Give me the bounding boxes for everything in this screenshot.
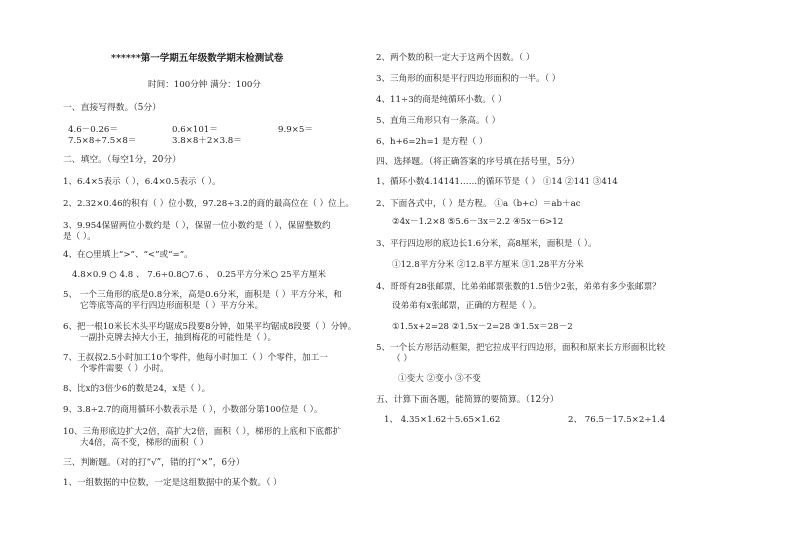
question-text: 5、一个长方形活动框架，把它拉成平行四边形，面积和原来长方形面积比较 bbox=[376, 343, 666, 353]
section2-heading: 二、填空。（每空1分，20分） bbox=[63, 155, 181, 165]
question-text: 它等底等高的平行四边形面积是（ ）平方分米。 bbox=[80, 301, 264, 311]
question-text: （ ） bbox=[392, 354, 412, 364]
question-text: 1、一组数据的中位数，一定是这组数据中的某个数。（ ） bbox=[63, 478, 282, 488]
question-text: 一副扑克牌去掉大小王，抽到梅花的可能性是（ ）。 bbox=[80, 333, 277, 343]
question-text: 大4倍，高不变，梯形的面积（ ） bbox=[80, 438, 209, 448]
question-text: 1、循环小数4.14141……的循环节是（ ） ①14 ②141 ③414 bbox=[376, 177, 618, 187]
question-text: ①1.5x+2=28 ②1.5x－2=28 ③1.5x＝28－2 bbox=[392, 322, 573, 332]
question-text: 2、两个数的积一定大于这两个因数。（ ） bbox=[376, 53, 535, 63]
calc-item: 3.8×8＋2×3.8＝ bbox=[172, 136, 242, 146]
question-text: 4.8×0.9 ○ 4.8 、 7.6÷0.8○7.6 、 0.25平方分米○ 25平方厘米 bbox=[72, 270, 327, 280]
question-text: 3、9.954保留两位小数约是（ ），保留一位小数约是（ ），保留整数约 bbox=[63, 221, 331, 231]
section4-heading: 四、选择题。（将正确答案的序号填在括号里，5分） bbox=[376, 157, 580, 167]
question-text: 1、6.4×5表示（ ），6.4×0.5表示（ ）。 bbox=[63, 177, 221, 187]
question-text: 9、3.8÷2.7的商用循环小数表示是（ ），小数部分第100位是（ ）。 bbox=[63, 405, 323, 415]
calc-item: 4.6－0.26＝ bbox=[68, 125, 118, 135]
question-text: 4、11÷3的商是纯循环小数。（ ） bbox=[376, 95, 507, 105]
question-text: 个零件需要（ ）小时。 bbox=[80, 364, 169, 374]
question-text: 2、下面各式中，（ ）是方程。 ①a（b+c）＝ab＋ac bbox=[376, 199, 581, 209]
question-text: 7、王叔叔2.5小时加工10个零件，他每小时加工（ ）个零件，加工一 bbox=[63, 353, 328, 363]
calc-question: 1、 4.35×1.62＋5.65×1.62 bbox=[384, 415, 501, 425]
calc-question: 2、 76.5－17.5×2÷1.4 bbox=[568, 415, 666, 425]
question-text: 10、三角形底边扩大2倍，高扩大2倍，面积（ ），梯形的上底和下底都扩 bbox=[63, 427, 342, 437]
section1-heading: 一、直接写得数。（5分） bbox=[63, 103, 161, 113]
section3-heading: 三、判断题。（对的打“√”，错的打“×”，6分） bbox=[63, 458, 245, 468]
question-text: 3、三角形的面积是平行四边形面积的一半。（ ） bbox=[376, 74, 561, 84]
calc-item: 9.9×5＝ bbox=[278, 125, 313, 135]
page-title: ******第一学期五年级数学期末检测试卷 bbox=[111, 53, 284, 64]
question-text: 是（ ）。 bbox=[63, 232, 96, 242]
section5-heading: 五、计算下面各题，能简算的要简算。（12分） bbox=[376, 395, 559, 405]
calc-item: 7.5×8÷7.5×8＝ bbox=[68, 136, 137, 146]
question-text: ①变大 ②变小 ③不变 bbox=[398, 374, 481, 384]
question-text: 6、把一根10米长木头平均锯成5段要8分钟，如果平均锯成8段要（ ）分钟。 bbox=[63, 322, 357, 332]
question-text: 8、比x的3倍少6的数是24，x是（ ）。 bbox=[63, 384, 211, 394]
question-text: ①12.8平方分米 ②12.8平方厘米 ③1.28平方分米 bbox=[392, 260, 584, 270]
question-text: 5、直角三角形只有一条高。（ ） bbox=[376, 116, 501, 126]
question-text: 4、哥哥有28张邮票，比弟弟邮票张数的1.5倍少2张，弟弟有多少张邮票？ bbox=[376, 282, 661, 292]
question-text: 4、在○里填上“>”、“<”或“=”。 bbox=[63, 250, 193, 260]
question-text: 2、2.32×0.46的积有（ ）位小数，97.28÷3.2的商的最高位在（ ）位上。 bbox=[63, 199, 354, 209]
question-text: 设弟弟有x张邮票，正确的方程是（ ）。 bbox=[392, 301, 542, 311]
calc-item: 0.6×101＝ bbox=[172, 125, 218, 135]
exam-time-score: 时间：100分钟 满分：100分 bbox=[148, 80, 261, 90]
question-text: 6、h+6=2h=1 是方程（ ） bbox=[376, 137, 488, 147]
question-text: 3、平行四边形的底边长1.6分米，高8厘米，面积是（ ）。 bbox=[376, 239, 597, 249]
question-text: ②4x－1.2×8 ⑤5.6－3x＝2.2 ④5x－6>12 bbox=[392, 217, 564, 227]
question-text: 5、 一个三角形的底是0.8分米，高是0.6分米，面积是（ ）平方分米，和 bbox=[63, 290, 342, 300]
